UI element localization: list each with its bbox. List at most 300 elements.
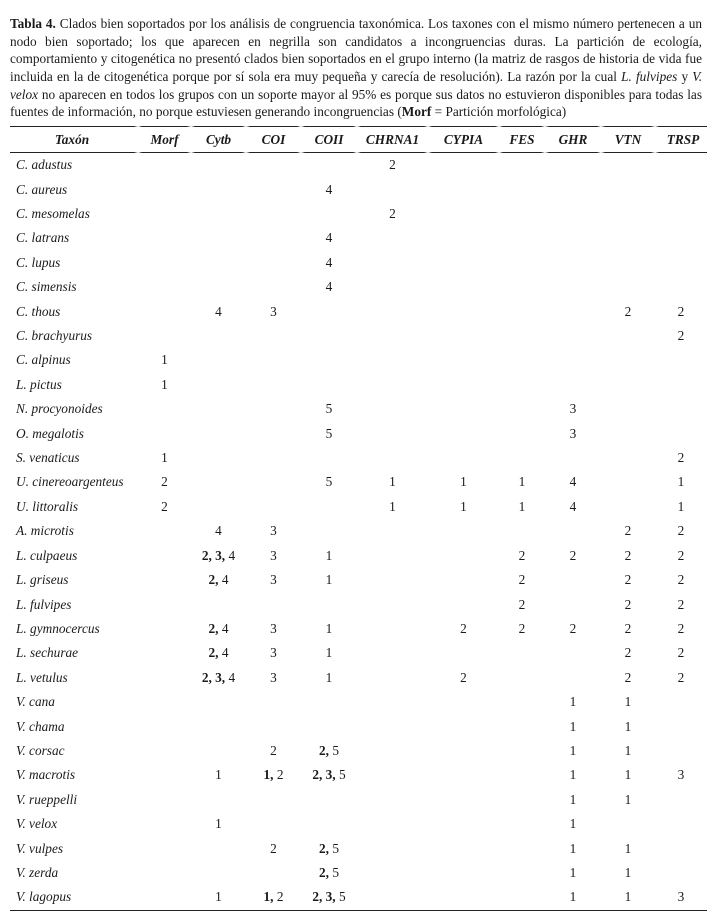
value-cell: 1 bbox=[161, 376, 168, 392]
value-cell bbox=[138, 592, 191, 616]
value-cell: 2, 5 bbox=[319, 864, 339, 880]
table-row bbox=[10, 324, 707, 348]
taxon-cell: V. corsac bbox=[16, 742, 65, 758]
value-cell bbox=[499, 226, 545, 250]
taxon-cell: V. macrotis bbox=[16, 767, 76, 783]
table-row bbox=[10, 836, 707, 860]
table-row bbox=[10, 251, 707, 275]
value-cell bbox=[191, 739, 246, 763]
value-cell bbox=[499, 763, 545, 787]
value-cell bbox=[601, 153, 655, 177]
value-cell bbox=[545, 153, 601, 177]
value-cell bbox=[138, 739, 191, 763]
value-cell: 2 bbox=[518, 596, 526, 612]
value-cell bbox=[246, 495, 301, 519]
value-cell bbox=[357, 763, 428, 787]
taxon-cell: C. mesomelas bbox=[16, 206, 90, 222]
table-row bbox=[10, 714, 707, 738]
value-cell bbox=[246, 348, 301, 372]
value-cell bbox=[428, 763, 499, 787]
value-cell: 2 bbox=[569, 620, 577, 636]
table-row bbox=[10, 299, 707, 323]
value-cell bbox=[545, 226, 601, 250]
value-cell bbox=[357, 739, 428, 763]
value-cell bbox=[428, 421, 499, 445]
col-header-taxon: Taxón bbox=[10, 126, 138, 153]
value-cell bbox=[428, 592, 499, 616]
value-cell bbox=[357, 299, 428, 323]
value-cell: 1 bbox=[569, 864, 577, 880]
value-cell bbox=[357, 812, 428, 836]
value-cell: 1 bbox=[545, 885, 601, 910]
table-row bbox=[10, 812, 707, 836]
value-cell bbox=[428, 544, 499, 568]
value-cell bbox=[357, 885, 428, 910]
value-cell bbox=[246, 421, 301, 445]
taxon-cell: U. littoralis bbox=[16, 498, 79, 514]
value-cell: 2 bbox=[624, 303, 632, 319]
value-cell bbox=[191, 861, 246, 885]
value-cell bbox=[601, 470, 655, 494]
value-cell bbox=[246, 153, 301, 177]
value-cell bbox=[499, 373, 545, 397]
table-row bbox=[10, 470, 707, 494]
value-cell bbox=[191, 348, 246, 372]
value-cell bbox=[191, 421, 246, 445]
col-header-ghr: GHR bbox=[545, 126, 601, 153]
taxon-cell: V. rueppelli bbox=[16, 791, 78, 807]
value-cell bbox=[428, 251, 499, 275]
value-cell: 2 bbox=[569, 547, 577, 563]
value-cell: 2 bbox=[518, 572, 526, 588]
value-cell bbox=[191, 324, 246, 348]
caption-species-2: V. velox bbox=[10, 69, 703, 102]
value-cell: 4 bbox=[569, 474, 577, 490]
value-cell bbox=[138, 324, 191, 348]
value-cell bbox=[301, 324, 357, 348]
table-row bbox=[10, 275, 707, 299]
value-cell bbox=[499, 275, 545, 299]
value-cell: 3 bbox=[569, 401, 577, 417]
value-cell bbox=[428, 519, 499, 543]
value-cell bbox=[191, 226, 246, 250]
taxon-cell: L. pictus bbox=[16, 376, 62, 392]
value-cell: 1 bbox=[460, 474, 467, 490]
table-body bbox=[10, 153, 707, 911]
value-cell bbox=[246, 812, 301, 836]
value-cell bbox=[499, 299, 545, 323]
value-cell: 2 bbox=[677, 523, 685, 539]
value-cell bbox=[357, 519, 428, 543]
value-cell: 1 bbox=[569, 840, 577, 856]
value-cell bbox=[601, 226, 655, 250]
value-cell bbox=[246, 788, 301, 812]
value-cell: 4 bbox=[215, 303, 222, 319]
value-cell bbox=[138, 666, 191, 690]
value-cell: 4 bbox=[325, 254, 333, 270]
value-cell: 1, 2 bbox=[263, 767, 284, 783]
caption-text-3: no aparecen en todos los grupos con un soporte mayor al 95% es porque sus datos no estuvieron disponibles para todas las fuentes de información, no porque estuviesen generando incongruencias ( bbox=[10, 86, 702, 120]
value-cell: 2, 4 bbox=[208, 572, 229, 588]
value-cell bbox=[601, 495, 655, 519]
value-cell bbox=[428, 348, 499, 372]
value-cell bbox=[191, 446, 246, 470]
value-cell bbox=[545, 446, 601, 470]
col-header-fes: FES bbox=[499, 126, 545, 153]
value-cell bbox=[301, 299, 357, 323]
value-cell bbox=[601, 373, 655, 397]
taxon-cell: U. cinereoargenteus bbox=[16, 474, 124, 490]
value-cell: 1, 2 bbox=[246, 885, 301, 910]
value-cell bbox=[246, 861, 301, 885]
value-cell bbox=[138, 836, 191, 860]
value-cell bbox=[301, 348, 357, 372]
value-cell bbox=[428, 690, 499, 714]
value-cell bbox=[499, 788, 545, 812]
value-cell: 2 bbox=[270, 840, 277, 856]
value-cell: 1 bbox=[518, 498, 526, 514]
value-cell: 3 bbox=[270, 645, 277, 661]
value-cell bbox=[301, 495, 357, 519]
caption-species-1: L. fulvipes bbox=[621, 69, 678, 85]
value-cell bbox=[655, 177, 707, 201]
value-cell: 1 bbox=[601, 885, 655, 910]
value-cell bbox=[246, 177, 301, 201]
value-cell: 3 bbox=[270, 620, 277, 636]
taxon-cell: C. adustus bbox=[16, 157, 73, 173]
value-cell: 1 bbox=[161, 450, 168, 466]
col-header-morf: Morf bbox=[138, 126, 191, 153]
value-cell: 2, 3, 5 bbox=[301, 885, 357, 910]
value-cell bbox=[357, 714, 428, 738]
value-cell bbox=[601, 324, 655, 348]
value-cell: 3 bbox=[655, 885, 707, 910]
taxon-cell: C. aureus bbox=[16, 181, 68, 197]
value-cell: 2 bbox=[460, 620, 467, 636]
value-cell: 2 bbox=[389, 206, 396, 222]
table-row bbox=[10, 861, 707, 885]
value-cell: 2 bbox=[624, 523, 632, 539]
table-row bbox=[10, 739, 707, 763]
value-cell bbox=[191, 470, 246, 494]
value-cell: 1 bbox=[161, 352, 168, 368]
value-cell: 1 bbox=[624, 767, 632, 783]
value-cell bbox=[428, 568, 499, 592]
value-cell: 2, 5 bbox=[319, 840, 339, 856]
value-cell bbox=[655, 421, 707, 445]
value-cell bbox=[655, 788, 707, 812]
taxon-cell: V. lagopus bbox=[10, 885, 138, 910]
value-cell bbox=[246, 251, 301, 275]
table-row bbox=[10, 495, 707, 519]
table-row bbox=[10, 592, 707, 616]
value-cell bbox=[191, 714, 246, 738]
col-header-chrna1: CHRNA1 bbox=[357, 126, 428, 153]
value-cell bbox=[655, 226, 707, 250]
value-cell bbox=[545, 177, 601, 201]
taxon-cell: L. fulvipes bbox=[16, 596, 72, 612]
value-cell: 1 bbox=[191, 885, 246, 910]
caption-text-2: y bbox=[677, 69, 693, 85]
value-cell bbox=[357, 544, 428, 568]
value-cell bbox=[499, 177, 545, 201]
value-cell bbox=[499, 324, 545, 348]
value-cell bbox=[655, 690, 707, 714]
value-cell bbox=[428, 202, 499, 226]
value-cell: 1 bbox=[215, 767, 222, 783]
value-cell bbox=[301, 690, 357, 714]
value-cell bbox=[191, 202, 246, 226]
value-cell bbox=[191, 153, 246, 177]
value-cell bbox=[655, 812, 707, 836]
value-cell bbox=[246, 714, 301, 738]
value-cell bbox=[191, 690, 246, 714]
value-cell: 1 bbox=[624, 694, 632, 710]
value-cell: 1 bbox=[569, 718, 577, 734]
value-cell bbox=[301, 519, 357, 543]
value-cell bbox=[357, 226, 428, 250]
value-cell: 2 bbox=[677, 572, 685, 588]
value-cell bbox=[301, 153, 357, 177]
table-row bbox=[10, 666, 707, 690]
value-cell bbox=[357, 861, 428, 885]
value-cell bbox=[545, 641, 601, 665]
taxon-cell: L. sechurae bbox=[16, 645, 79, 661]
table-row bbox=[10, 690, 707, 714]
value-cell bbox=[655, 348, 707, 372]
value-cell bbox=[138, 641, 191, 665]
value-cell bbox=[655, 714, 707, 738]
table-caption bbox=[10, 15, 702, 121]
value-cell bbox=[357, 836, 428, 860]
value-cell bbox=[428, 373, 499, 397]
taxon-cell: V. zerda bbox=[16, 864, 59, 880]
col-header-trsp: TRSP bbox=[655, 126, 707, 153]
value-cell bbox=[191, 836, 246, 860]
value-cell: 4 bbox=[325, 181, 333, 197]
value-cell: 2 bbox=[624, 547, 632, 563]
table-row bbox=[10, 568, 707, 592]
value-cell: 2 bbox=[624, 645, 632, 661]
value-cell: 2 bbox=[677, 645, 685, 661]
value-cell bbox=[545, 373, 601, 397]
value-cell bbox=[545, 666, 601, 690]
value-cell bbox=[545, 251, 601, 275]
value-cell: 1 bbox=[460, 498, 467, 514]
value-cell bbox=[301, 592, 357, 616]
value-cell: 3 bbox=[270, 303, 277, 319]
taxon-cell: A. microtis bbox=[16, 523, 74, 539]
value-cell bbox=[246, 324, 301, 348]
taxon-cell: C. alpinus bbox=[16, 352, 71, 368]
table-row bbox=[10, 544, 707, 568]
value-cell bbox=[357, 348, 428, 372]
value-cell bbox=[428, 299, 499, 323]
table-header-row bbox=[10, 126, 707, 153]
taxon-cell: C. latrans bbox=[16, 230, 70, 246]
value-cell bbox=[655, 739, 707, 763]
value-cell: 1 bbox=[677, 498, 685, 514]
value-cell bbox=[301, 812, 357, 836]
value-cell bbox=[655, 275, 707, 299]
value-cell: 2 bbox=[677, 596, 685, 612]
value-cell: 1 bbox=[325, 620, 333, 636]
value-cell: 1 bbox=[569, 767, 577, 783]
table-row bbox=[10, 373, 707, 397]
value-cell bbox=[138, 763, 191, 787]
value-cell bbox=[357, 177, 428, 201]
value-cell bbox=[357, 251, 428, 275]
value-cell bbox=[655, 373, 707, 397]
value-cell: 4 bbox=[569, 498, 577, 514]
table-row bbox=[10, 226, 707, 250]
value-cell bbox=[428, 861, 499, 885]
value-cell bbox=[138, 690, 191, 714]
value-cell: 1 bbox=[325, 669, 333, 685]
value-cell bbox=[655, 153, 707, 177]
value-cell bbox=[138, 421, 191, 445]
value-cell bbox=[499, 519, 545, 543]
value-cell: 3 bbox=[569, 425, 577, 441]
table-row bbox=[10, 202, 707, 226]
value-cell: 1 bbox=[624, 718, 632, 734]
value-cell: 1 bbox=[624, 840, 632, 856]
value-cell bbox=[138, 177, 191, 201]
taxon-cell: V. chama bbox=[16, 718, 65, 734]
value-cell bbox=[138, 617, 191, 641]
value-cell: 2, 3, 5 bbox=[312, 767, 346, 783]
value-cell bbox=[428, 788, 499, 812]
congruence-table bbox=[10, 126, 707, 911]
value-cell bbox=[655, 251, 707, 275]
value-cell: 2 bbox=[161, 474, 168, 490]
col-header-coi: COI bbox=[246, 126, 301, 153]
value-cell bbox=[138, 275, 191, 299]
value-cell bbox=[499, 421, 545, 445]
value-cell: 2 bbox=[624, 620, 632, 636]
value-cell bbox=[601, 397, 655, 421]
value-cell bbox=[357, 421, 428, 445]
value-cell bbox=[357, 666, 428, 690]
value-cell bbox=[428, 275, 499, 299]
value-cell bbox=[138, 251, 191, 275]
value-cell bbox=[191, 251, 246, 275]
value-cell: 4 bbox=[325, 279, 333, 295]
value-cell bbox=[545, 202, 601, 226]
caption-text-1: Clados bien soportados por los análisis de congruencia taxonómica. Los taxones con el mismo número pertenecen a un nodo bien soportado; los que aparecen en negrilla son candidatos a incongruencias duras. La partición de ecología, comportamiento y citogenética no presentó clados bien soportados en el grupo interno (la matriz de rasgos de historia de vida fue incluida en la de citogenética porque por sí sola era muy pequeña y carecía de resolución). La razón por la cual bbox=[10, 16, 702, 85]
value-cell: 3 bbox=[270, 572, 277, 588]
value-cell: 1 bbox=[569, 694, 577, 710]
value-cell bbox=[357, 690, 428, 714]
value-cell: 3 bbox=[270, 547, 277, 563]
value-cell bbox=[601, 812, 655, 836]
value-cell bbox=[545, 275, 601, 299]
value-cell: 1 bbox=[624, 864, 632, 880]
taxon-cell: L. griseus bbox=[16, 572, 69, 588]
value-cell bbox=[601, 421, 655, 445]
value-cell: 2 bbox=[460, 669, 467, 685]
value-cell bbox=[138, 202, 191, 226]
value-cell bbox=[246, 470, 301, 494]
table-row bbox=[10, 446, 707, 470]
value-cell bbox=[357, 324, 428, 348]
value-cell bbox=[601, 177, 655, 201]
table-row bbox=[10, 397, 707, 421]
value-cell: 2 bbox=[677, 669, 685, 685]
taxon-cell: L. vetulus bbox=[16, 669, 68, 685]
value-cell: 4 bbox=[325, 230, 333, 246]
caption-label: Tabla 4. bbox=[10, 16, 56, 32]
value-cell: 2, 3, 4 bbox=[201, 669, 236, 685]
value-cell bbox=[357, 373, 428, 397]
value-cell bbox=[191, 275, 246, 299]
value-cell: 2, 4 bbox=[208, 645, 229, 661]
value-cell bbox=[191, 397, 246, 421]
value-cell bbox=[357, 592, 428, 616]
value-cell: 2 bbox=[677, 620, 685, 636]
value-cell bbox=[545, 568, 601, 592]
value-cell: 2 bbox=[677, 450, 685, 466]
value-cell bbox=[428, 153, 499, 177]
caption-text-4: = Partición morfológica) bbox=[431, 104, 567, 120]
value-cell bbox=[138, 226, 191, 250]
value-cell bbox=[545, 348, 601, 372]
value-cell bbox=[499, 666, 545, 690]
taxon-cell: L. gymnocercus bbox=[16, 620, 100, 636]
value-cell: 1 bbox=[325, 572, 333, 588]
value-cell bbox=[428, 812, 499, 836]
value-cell bbox=[499, 690, 545, 714]
value-cell bbox=[499, 812, 545, 836]
value-cell: 3 bbox=[270, 669, 277, 685]
taxon-cell: S. venaticus bbox=[16, 450, 80, 466]
value-cell: 1 bbox=[389, 498, 396, 514]
value-cell bbox=[138, 519, 191, 543]
value-cell bbox=[301, 788, 357, 812]
value-cell bbox=[246, 397, 301, 421]
value-cell bbox=[601, 275, 655, 299]
value-cell bbox=[246, 275, 301, 299]
value-cell bbox=[428, 397, 499, 421]
value-cell bbox=[246, 226, 301, 250]
value-cell bbox=[428, 177, 499, 201]
value-cell bbox=[138, 397, 191, 421]
value-cell: 2 bbox=[161, 498, 168, 514]
value-cell bbox=[499, 348, 545, 372]
value-cell bbox=[655, 836, 707, 860]
col-header-cytb: Cytb bbox=[191, 126, 246, 153]
value-cell bbox=[138, 299, 191, 323]
taxon-cell: C. brachyurus bbox=[16, 328, 93, 344]
value-cell bbox=[357, 397, 428, 421]
table-row bbox=[10, 788, 707, 812]
value-cell bbox=[357, 617, 428, 641]
taxon-cell: O. megalotis bbox=[16, 425, 84, 441]
value-cell bbox=[246, 690, 301, 714]
value-cell: 1 bbox=[389, 474, 396, 490]
value-cell bbox=[601, 446, 655, 470]
value-cell bbox=[545, 299, 601, 323]
table-row bbox=[10, 348, 707, 372]
value-cell bbox=[301, 202, 357, 226]
taxon-cell: C. thous bbox=[16, 303, 61, 319]
value-cell bbox=[138, 153, 191, 177]
value-cell bbox=[428, 885, 499, 910]
value-cell: 1 bbox=[215, 816, 222, 832]
value-cell bbox=[499, 251, 545, 275]
value-cell: 2 bbox=[389, 157, 396, 173]
value-cell bbox=[428, 446, 499, 470]
